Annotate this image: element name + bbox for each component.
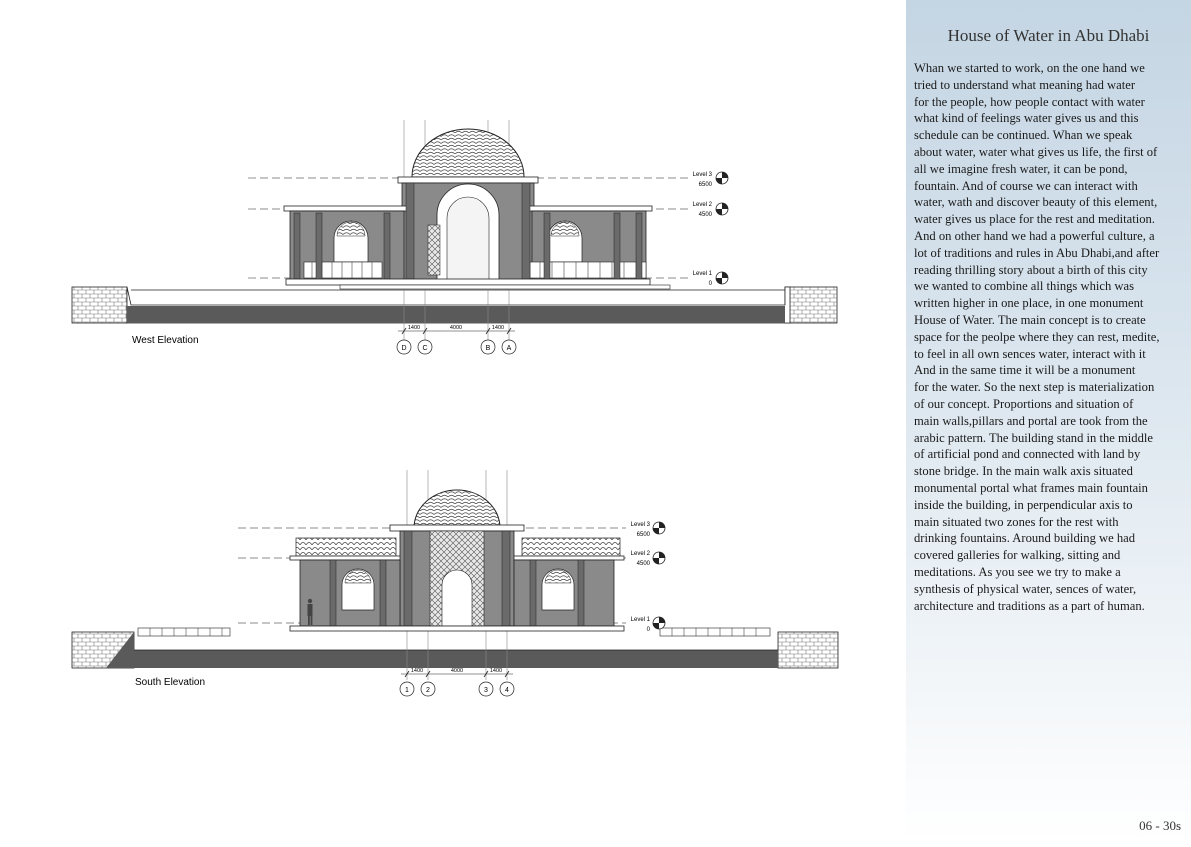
west-level2-value: 4500 <box>698 212 712 218</box>
grid-bubble-3: 3 <box>484 687 488 694</box>
pond-section <box>127 306 785 323</box>
south-level1-value: 0 <box>646 627 650 633</box>
south-level2-name: Level 2 <box>630 551 650 557</box>
south-dim-1: 1400 <box>410 668 424 674</box>
grid-bubble-1: 1 <box>405 687 409 694</box>
south-dome <box>414 490 500 528</box>
grid-bubble-2: 2 <box>426 687 430 694</box>
west-level3-name: Level 3 <box>692 172 712 178</box>
west-dim-3: 1400 <box>491 325 505 331</box>
west-level2-name: Level 2 <box>692 202 712 208</box>
west-elevation <box>72 120 837 354</box>
south-level2-value: 4500 <box>636 561 650 567</box>
west-dim-2: 4000 <box>449 325 463 331</box>
west-dim-1: 1400 <box>407 325 421 331</box>
south-dim-2: 4000 <box>450 668 464 674</box>
south-level3-value: 6500 <box>636 532 650 538</box>
south-dim-3: 1400 <box>489 668 503 674</box>
south-elevation <box>72 470 838 696</box>
page-number: 06 - 30s <box>1139 818 1181 833</box>
project-description: Whan we started to work, on the one hand we tried to understand what meaning had water for the people, how people contact with water what kind of feelings water gives us and this schedule can be continued. Whan we speak about water, water what gives us life, the first of all we imagine fresh water, it can be pond, fountain. And of course we can interact with water, wath and discover beauty of this element, water gives us place for the rest and meditation. And on other hand we had a powerful culture, a lot of traditions and rules in Abu Dhabi,and after reading thrilling story about a birth of this city we wanted to combine all things which was written higher in one place, in one monument House of Water. The main concept is to create space for the peolpe where they can rest, medite, to feel in all own sences water, interact with it And in the same time it will be a monument for the water. So the next step is materialization of our concept. Proportions and situation of main walls,pillars and portal are took from the arabic pattern. The building stand in the middle of artificial pond and connected with land by stone bridge. In the main walk axis situated monumental portal what frames main fountain inside the building, in perpendicular axis to main situated two zones for the rest with drinking fountains. Around building we had covered galleries for walking, sitting and meditations. As you see we try to make a synthesis of physical water, sences of water, architecture and traditions as a part of human. <box>914 61 1160 613</box>
south-elevation-label: South Elevation <box>135 677 206 688</box>
west-level-markers <box>693 172 728 287</box>
west-level1-name: Level 1 <box>692 271 712 277</box>
grid-bubble-D: D <box>401 345 407 352</box>
south-level-markers <box>631 522 665 633</box>
earth-right <box>785 287 837 323</box>
west-dome <box>412 129 524 177</box>
west-level3-value: 6500 <box>698 182 712 188</box>
grid-bubble-C: C <box>422 345 428 352</box>
west-level1-value: 0 <box>708 281 712 287</box>
south-level1-name: Level 1 <box>630 617 650 623</box>
west-elevation-label: West Elevation <box>132 335 199 346</box>
description-panel <box>906 0 1191 842</box>
project-title: House of Water in Abu Dhabi <box>947 26 1150 45</box>
grid-bubble-A: A <box>506 345 512 352</box>
earth-left <box>72 287 127 323</box>
grid-bubble-B: B <box>485 345 491 352</box>
south-level3-name: Level 3 <box>630 522 650 528</box>
grid-bubble-4: 4 <box>505 687 509 694</box>
